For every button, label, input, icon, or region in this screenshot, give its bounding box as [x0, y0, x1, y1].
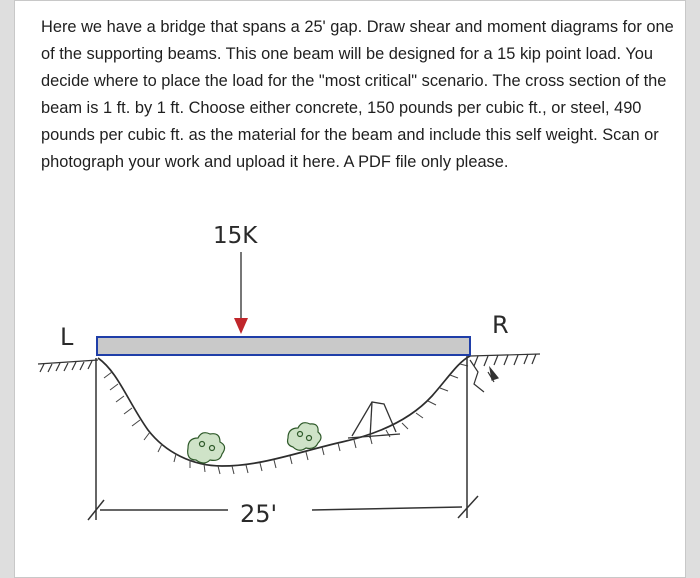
span-label: 25'	[240, 500, 278, 528]
bush-icon	[288, 423, 321, 451]
bush-icon	[188, 433, 225, 463]
load-label: 15K	[213, 223, 258, 249]
gully-hatch	[104, 364, 468, 474]
bridge-beam	[97, 337, 470, 355]
gully-outline	[98, 356, 470, 466]
span-dimension	[88, 356, 478, 520]
left-label: L	[60, 323, 74, 351]
question-text: Here we have a bridge that spans a 25' gap. Draw shear and moment diagrams for one of the supporting beams. This one beam will be designed for a 15 kip point load. You decide where to place the load for the "most critical" scenario. The cross section of the beam is 1 ft. by 1 ft. Choose either concrete, 150 pounds per cubic ft., or steel, 490 pounds per cubic ft. as the material for the beam and include this self weight. Scan or photograph your work and upload it here. A PDF file only please.	[41, 18, 674, 171]
right-ground-hatch	[470, 354, 540, 366]
load-arrow	[234, 252, 248, 334]
left-ground-hatch	[38, 360, 98, 372]
right-label: R	[492, 311, 509, 339]
